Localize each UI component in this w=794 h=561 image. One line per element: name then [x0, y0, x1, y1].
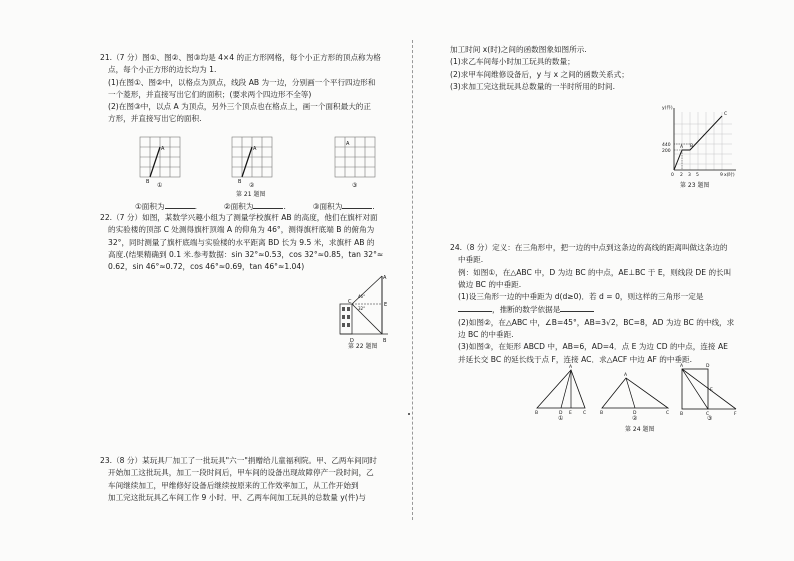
- svg-text:D: D: [633, 411, 637, 416]
- q24-line-9: (3)如图③，在矩形 ABCD 中，AB=6，AD=4．点 E 为边 CD 的中点，连接 AE: [458, 342, 728, 352]
- svg-text:B: B: [383, 338, 387, 344]
- q21-line-5: (2)在图③中，以点 A 为顶点，另外三个顶点也在格点上，画一个面积最大的正: [108, 102, 371, 112]
- q24-line-4: 做边 BC 的中垂距.: [458, 279, 522, 289]
- q24-line-10: 并延长交 BC 的延长线于点 F，连接 AC．求△ACF 中边 AF 的中垂距.: [458, 354, 693, 364]
- q24-line-6: [450, 303, 770, 316]
- q24-line-1: 24.（8 分）定义：在三角形中，把一边的中点到这条边的高线的距离叫做这条边的: [450, 243, 728, 252]
- q22-line-5: 0.62，sin 46°≈0.72，cos 46°≈0.69，tan 46°≈1.04): [108, 262, 305, 272]
- q21-line-4: 一个菱形，并直接写出它们的面积；(要求两个四边形不全等): [108, 89, 312, 99]
- q21-grid-2: [232, 137, 272, 185]
- q23-line-4: 加工完这批玩具乙车间工作 9 小时．甲、乙两车间加工玩具的总数量 y(件)与: [108, 492, 366, 502]
- q23-right-line-2: (1)求乙车间每小时加工玩具的数量；: [450, 57, 575, 67]
- q23-ytick-440: 440: [662, 143, 671, 148]
- svg-text:F: F: [734, 412, 737, 417]
- q21-area3-blank[interactable]: [342, 200, 375, 211]
- q21-area2-blank[interactable]: [253, 200, 286, 211]
- q24-line-3: 例：如图①，在△ABC 中，D 为边 BC 的中点，AE⊥BC 于 E，则线段 DE 的长叫: [458, 267, 732, 277]
- q23-chart: [660, 104, 740, 176]
- svg-text:B: B: [600, 411, 604, 416]
- q23-line-2: 开始加工这批玩具，加工一段时间后，甲车间的设备出现故障停产一段时间，乙: [108, 468, 374, 478]
- q24-line-2: 中垂距.: [458, 255, 484, 265]
- q21-grid-1: [140, 137, 180, 185]
- svg-text:B: B: [535, 411, 539, 416]
- q24-blank-1[interactable]: [458, 303, 492, 312]
- q21-fig-label-2: ②: [249, 182, 255, 189]
- q22-text: [100, 212, 390, 273]
- q22-line-1: 22.（7 分）如图，某数学兴趣小组为了测量学校旗杆 AB 的高度，他们在旗杆对面: [100, 213, 378, 222]
- svg-text:A: A: [569, 365, 573, 370]
- svg-text:C: C: [666, 411, 670, 416]
- q24-fig-label-2: ②: [632, 415, 638, 422]
- q22-caption: 第 22 题图: [348, 343, 378, 350]
- q21-fig-label-1: ①: [157, 182, 163, 189]
- q22-angle-32: 32°: [358, 306, 366, 311]
- q21-fig-label-3: ③: [352, 182, 358, 189]
- q21-area1-end: .: [194, 202, 198, 211]
- svg-text:E: E: [569, 411, 572, 416]
- q21-line-3: (1)在图①、图②中，以格点为顶点，线段 AB 为一边，分别画一个平行四边形和: [108, 77, 376, 87]
- q24-text: [450, 242, 770, 366]
- q24-line-7: (2)如图②，在△ABC 中，∠B=45°，AB=3√2，BC=8，AD 为边 BC 的中线，求: [458, 317, 735, 327]
- q23-xlabel: x(时): [724, 173, 735, 178]
- q23-point-b: B: [690, 144, 694, 149]
- q24-caption: 第 24 题图: [625, 426, 655, 433]
- q22-figure: [338, 274, 393, 344]
- svg-text:A: A: [383, 275, 387, 281]
- q24-blank-2[interactable]: [560, 303, 594, 312]
- q23-xtick-2: 2: [680, 173, 683, 178]
- q21-area3-label: ③面积为: [312, 202, 343, 211]
- q24-figure-3: [680, 364, 742, 417]
- q23-line-3: 车间继续加工，甲维修好设备后继续按原来的工作效率加工，从工作开始到: [108, 480, 359, 490]
- q23-right-text: [450, 44, 770, 93]
- q21-caption: 第 21 题图: [236, 191, 266, 198]
- q22-line-3: 32°，同时测量了旗杆底端与实验楼的水平距离 BD 长为 9.5 米，求旗杆 AB 的: [108, 237, 375, 247]
- svg-text:D: D: [350, 338, 354, 344]
- q23-right-line-4: (3)求加工完这批玩具总数量的一半时所用的时间.: [450, 81, 616, 91]
- q23-ytick-200: 200: [662, 149, 671, 154]
- q23-xtick-3: 3: [688, 173, 691, 178]
- q23-xtick-9: 9: [720, 173, 723, 178]
- q23-right-line-3: (2)求甲车间维修设备后，y 与 x 之间的函数关系式；: [450, 69, 629, 79]
- svg-text:B: B: [146, 179, 150, 185]
- q23-point-a: A: [680, 145, 684, 150]
- left-column: [100, 52, 390, 126]
- divider-dot: [408, 413, 410, 415]
- q23-left-text: [100, 455, 390, 504]
- q23-ylabel: y(件): [662, 106, 673, 111]
- svg-text:E: E: [710, 388, 713, 393]
- svg-text:C: C: [706, 412, 710, 417]
- q24-fig-label-1: ①: [558, 415, 564, 422]
- q23-right-line-1: 加工时间 x(时)之间的函数图象如图所示.: [450, 45, 587, 54]
- q24-line-5: (1)设三角形一边的中垂距为 d(d≥0)．若 d = 0，则这样的三角形一定是: [458, 292, 704, 302]
- svg-text:D: D: [706, 364, 710, 369]
- q22-line-2: 的实验楼的顶部 C 处测得旗杆顶端 A 的仰角为 46°，测得旗杆底端 B 的俯角为: [108, 225, 375, 235]
- svg-text:B: B: [680, 412, 684, 417]
- q21-area2-end: .: [283, 202, 286, 211]
- svg-text:A: A: [253, 146, 257, 152]
- q21-area1-blank[interactable]: [165, 200, 198, 211]
- svg-text:C: C: [583, 411, 587, 416]
- q23-line-1: 23.（8 分）某玩具厂加工了一批玩具"六一"捐赠给儿童福利院。甲、乙两车间同时: [100, 456, 377, 465]
- q24-figure-1: [535, 365, 587, 416]
- q24-figure-2: [600, 373, 670, 416]
- q24-line-8: 边 BC 的中垂距.: [458, 330, 514, 340]
- q21-area1-label: ①面积为: [135, 202, 165, 211]
- q21-area2-label: ②面积为: [223, 202, 254, 211]
- svg-text:C: C: [348, 299, 352, 305]
- q21-line-2: 点，每个小正方形的边长均为 1.: [108, 65, 217, 75]
- q23-point-c: C: [724, 112, 728, 117]
- q24-fig-label-3: ③: [707, 415, 713, 422]
- q23-xtick-0: 0: [671, 173, 674, 178]
- q24-line-6-text: ，推断的数学依据是: [492, 305, 561, 315]
- svg-text:A: A: [680, 364, 684, 369]
- q22-line-4: 高度.(结果精确到 0.1 米.参考数据：sin 32°≈0.53，cos 32°≈0.85，tan 32°≈: [108, 249, 384, 259]
- q23-xtick-5: 5: [696, 173, 699, 178]
- svg-text:A: A: [346, 141, 350, 147]
- q22-angle-46: 46°: [358, 294, 366, 299]
- q21-answers: [135, 200, 375, 212]
- svg-text:E: E: [384, 302, 388, 308]
- svg-text:D: D: [559, 411, 563, 416]
- q23-caption: 第 23 题图: [680, 182, 710, 189]
- q21-line-1: 21.（7 分）图①、图②、图③均是 4×4 的正方形网格，每个小正方形的顶点称为格: [100, 53, 381, 62]
- svg-text:A: A: [624, 373, 628, 378]
- svg-text:B: B: [238, 179, 242, 185]
- q21-area3-end: .: [372, 202, 375, 211]
- column-divider: [412, 40, 414, 520]
- q21-line-6: 方形，并直接写出它的面积.: [108, 114, 202, 124]
- svg-text:A: A: [161, 146, 165, 152]
- q21-grid-3: [335, 137, 375, 177]
